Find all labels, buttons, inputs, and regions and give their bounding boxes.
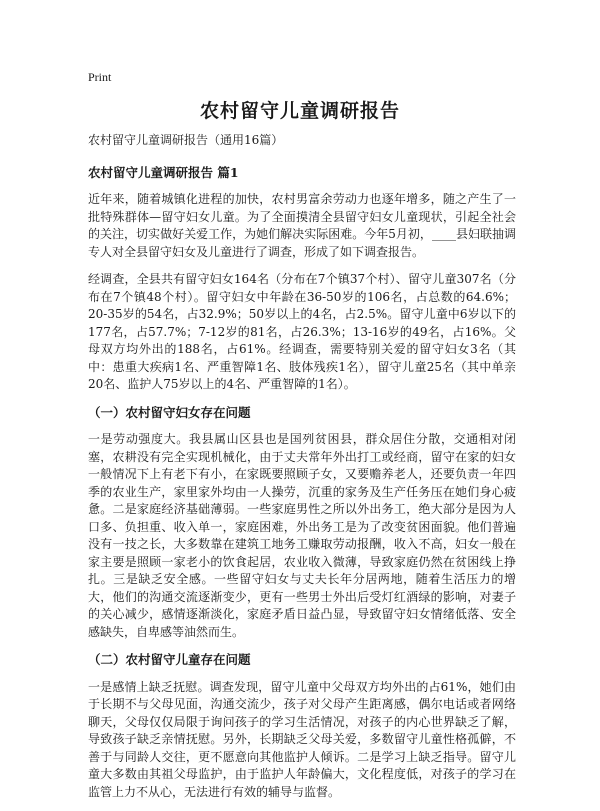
document-subtitle: 农村留守儿童调研报告（通用16篇） <box>88 133 284 147</box>
paragraph-statistics: 经调查，全县共有留守妇女164名（分布在7个镇37个村）、留守儿童307名（分布在7个镇48个村）。留守妇女中年龄在36-50岁的106名，占总数的64.6%；20-35岁的54名，占32.9%；50岁以上的4名，占2.5%。留守儿童中6岁以下的177名，占57.7%；7-12岁的81名，占26.3%；13-16岁的49名，占16%。父母双方均外出的188名，占61%。经调查，需要特别关爱的留守妇女3名（其中：患重大疾病1名、严重智障1名、肢体残疾1名），留守儿童25名（其中单亲20名、监护人75岁以上的4名、严重智障的1名）。 <box>88 272 516 391</box>
piece-heading: 农村留守儿童调研报告 篇1 <box>88 164 239 180</box>
paragraph-children-problems: 一是感情上缺乏抚慰。调查发现，留守儿童中父母双方均外出的占61%，她们由于长期不与父母见面，沟通交流少，孩子对父母产生距离感，偶尔电话或者网络聊天，父母仅仅局限于询问孩子的学习生活情况，对孩子的内心世界缺乏了解，导致孩子缺乏亲情抚慰。另外，长期缺乏父母关爱，多数留守儿童性格孤僻，不善于与同龄人交往，更不愿意向其他监护人倾诉。二是学习上缺乏指导。留守儿童大多数由其祖父母监护，由于监护人年龄偏大，文化程度低，对孩子的学习在监管上力不从心，无法进行有效的辅导与监督。 <box>88 679 516 799</box>
document-body <box>88 132 516 811</box>
section-heading-children: （二）农村留守儿童存在问题 <box>88 652 251 667</box>
print-link[interactable]: Print <box>88 70 112 84</box>
paragraph-intro: 近年来，随着城镇化进程的加快，农村男富余劳动力也逐年增多，随之产生了一批特殊群体—留守妇女儿童。为了全面摸清全县留守妇女儿童现状，引起全社会的关注，切实做好关爱工作，为她们解决实际困难。今年5月初，____县妇联抽调专人对全县留守妇女及儿童进行了调查，形成了如下调查报告。 <box>88 192 516 259</box>
section-heading-women: （一）农村留守妇女存在问题 <box>88 404 251 420</box>
page-title: 农村留守儿童调研报告 <box>199 100 400 122</box>
paragraph-women-problems: 一是劳动强度大。我县属山区县也是国列贫困县，群众居住分散，交通相对闭塞，农耕没有完全实现机械化，由于丈夫常年外出打工或经商，留守在家的妇女一般情况下上有老下有小，在家既要照顾子女，又要赡养老人，还要负责一年四季的农业生产，家里家外均由一人操劳，沉重的家务及生产任务压在她们身心疲惫。二是家庭经济基础薄弱。一些家庭男性之所以外出务工，绝大部分是因为人口多、负担重、收入单一，家庭困难，外出务工是为了改变贫困面貌。他们普遍没有一技之长，大多数靠在建筑工地务工赚取劳动报酬，收入不高，妇女一般在家主要是照顾一家老小的饮食起居，农业收入微薄，导致家庭仍然在贫困线上挣扎。三是缺乏安全感。一些留守妇女与丈夫长年分居两地，随着生活压力的增大，他们的沟通交流逐渐变少，更有一些男士外出后受灯红酒绿的影响，对妻子的关心减少，感情逐渐淡化，家庭矛盾日益凸显，导致留守妇女情绪低落、安全感缺失，自卑感等油然而生。 <box>88 432 516 639</box>
